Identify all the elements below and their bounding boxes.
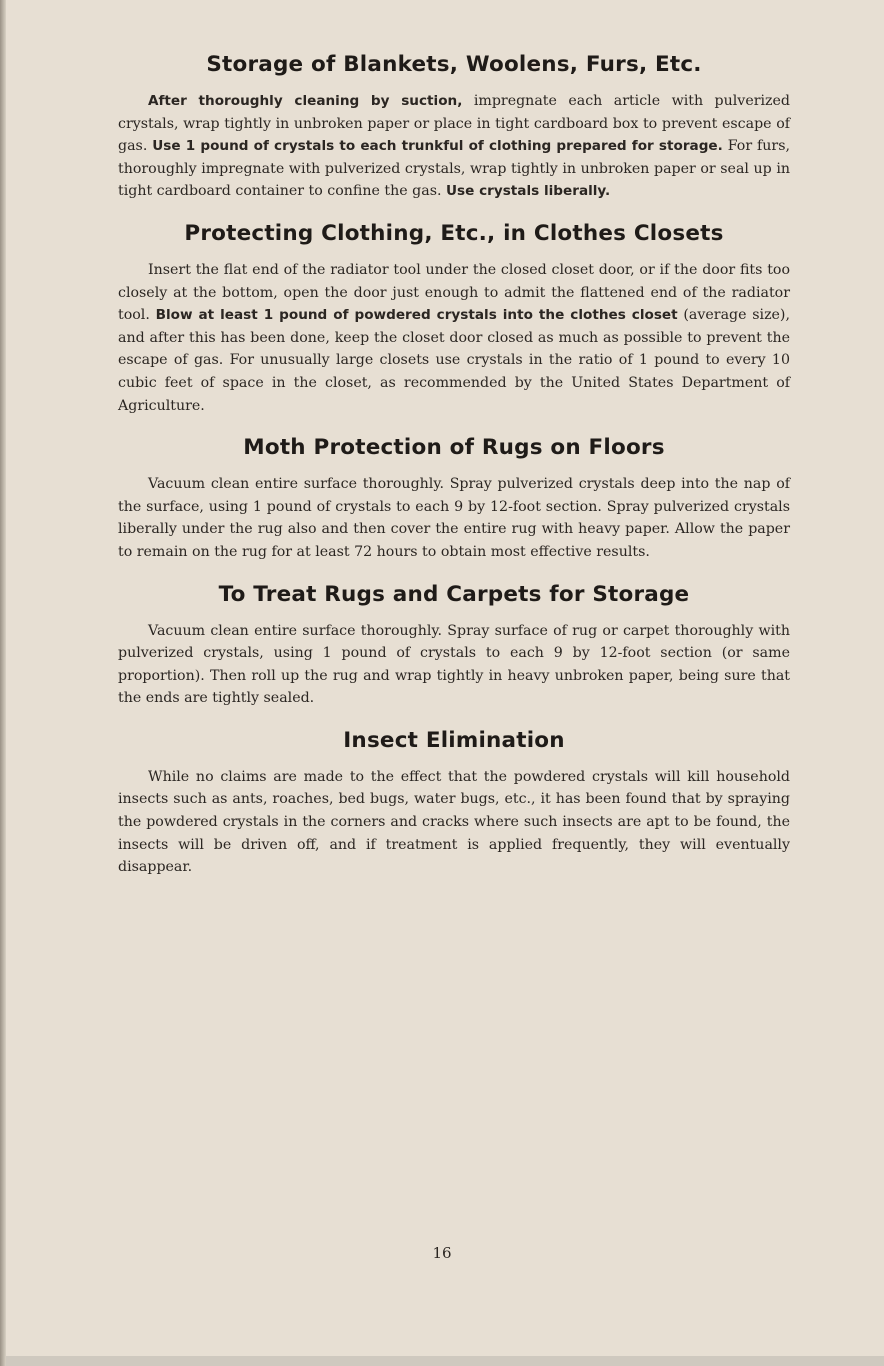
section-rugs-on-floors <box>118 435 790 563</box>
book-page <box>6 0 884 1366</box>
run: impregnate each article with pulverized crystals, wrap tightly in unbroken paper or place in tight cardboard box to prevent escape of gas. <box>118 93 790 155</box>
run-bold: Blow at least 1 pound of powdered crystals into the clothes closet <box>155 307 678 324</box>
section-heading: To Treat Rugs and Carpets for Storage <box>218 581 690 607</box>
section-clothes-closets <box>118 221 790 417</box>
section-storage-blankets <box>118 52 790 203</box>
section-heading: Moth Protection of Rugs on Floors <box>243 435 665 461</box>
section-paragraph: While no claims are made to the effect that the powdered crystals will kill household insects such as ants, roaches, bed bugs, water bugs, etc., it has been found that by spraying the powdered crystals in the corners and cracks where such insects are apt to be found, the insects will be driven off, and if treatment is applied frequently, they will eventually disappear. <box>118 768 790 876</box>
run: For furs, thoroughly impregnate with pulverized crystals, wrap tightly in unbroken paper or seal up in tight cardboard container to confine the gas. <box>118 138 791 200</box>
run: (average size), and after this has been done, keep the closet door closed as much as possible to prevent the escape of gas. For unusually large closets use crystals in the ratio of 1 pound to every 10 cubic feet of space in the closet, as recommended by the United States Department of Agriculture. <box>118 307 790 414</box>
section-paragraph: Vacuum clean entire surface thoroughly. Spray pulverized crystals deep into the nap of the surface, using 1 pound of crystals to each 9 by 12-foot section. Spray pulverized crystals liberally under the rug also and then cover the entire rug with heavy paper. Allow the paper to remain on the rug for at least 72 hours to obtain most effective results. <box>118 476 790 560</box>
run-bold: Use crystals liberally. <box>446 183 611 200</box>
section-paragraph: Vacuum clean entire surface thoroughly. Spray surface of rug or carpet thoroughly with pulverized crystals, using 1 pound of crystals to each 9 by 12-foot section (or same proportion). Then roll up the rug and wrap tightly in heavy unbroken paper, being sure that the ends are tightly sealed. <box>118 622 790 707</box>
section-paragraph <box>118 90 790 203</box>
page-content <box>118 52 790 897</box>
run-bold: After thoroughly cleaning by suction, <box>148 93 463 109</box>
section-heading: Insect Elimination <box>343 727 565 753</box>
section-insect-elimination <box>118 728 790 879</box>
section-paragraph <box>118 259 790 417</box>
section-rugs-storage <box>118 582 790 710</box>
section-heading: Storage of Blankets, Woolens, Furs, Etc. <box>206 52 702 77</box>
run: Insert the flat end of the radiator tool under the closed closet door, or if the door fits too closely at the bottom, open the door just enough to admit the flattened end of the radiator tool. <box>118 261 790 324</box>
page-number: 16 <box>432 1244 452 1262</box>
section-heading: Protecting Clothing, Etc., in Clothes Closets <box>184 220 724 246</box>
run-bold: Use 1 pound of crystals to each trunkful of clothing prepared for storage. <box>152 138 723 155</box>
